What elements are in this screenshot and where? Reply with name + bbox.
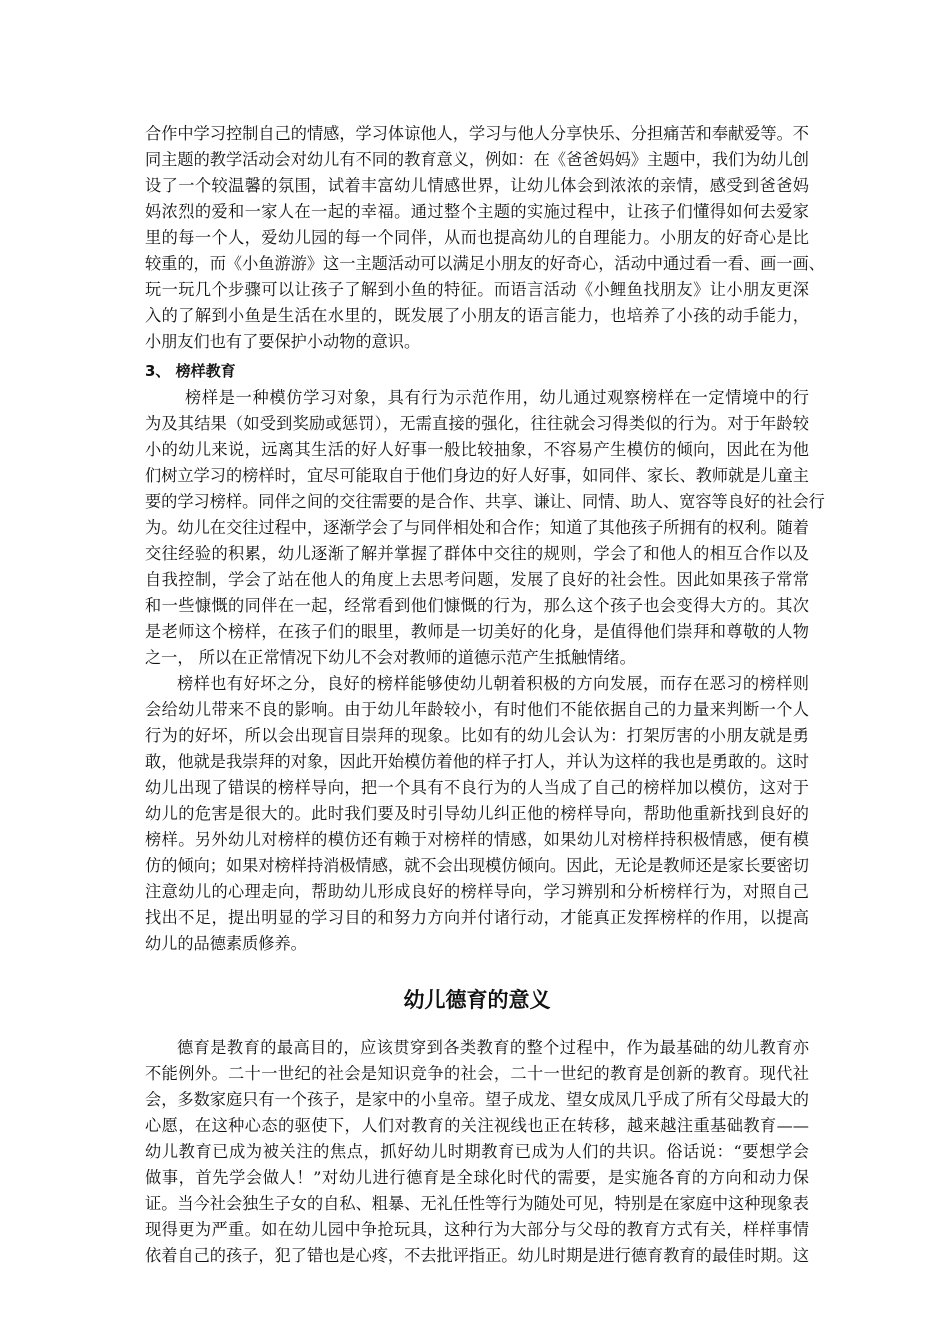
text-line: 玩一玩几个步骤可以让孩子了解到小鱼的特征。而语言活动《小鲤鱼找朋友》让小朋友更深 xyxy=(145,280,809,299)
paragraph-family-theme xyxy=(145,121,825,355)
paragraph-good-bad-models xyxy=(145,671,809,957)
text-line: 敢，他就是我崇拜的对象，因此开始模仿着他的样子打人，并认为这样的我也是勇敢的。这时 xyxy=(145,752,809,771)
text-line: 设了一个较温馨的氛围，试着丰富幼儿情感世界，让幼儿体会到浓浓的亲情，感受到爸爸妈 xyxy=(145,176,809,195)
text-line: 小朋友们也有了要保护小动物的意识。 xyxy=(145,332,421,351)
text-line: 合作中学习控制自己的情感，学习体谅他人，学习与他人分享快乐、分担痛苦和奉献爱等。不 xyxy=(145,124,809,143)
document-page xyxy=(145,121,825,1269)
text-line: 不能例外。二十一世纪的社会是知识竞争的社会，二十一世纪的教育是创新的教育。现代社 xyxy=(145,1064,809,1083)
text-line: 为。幼儿在交往过程中，逐渐学会了与同伴相处和合作；知道了其他孩子所拥有的权利。随着 xyxy=(145,518,809,537)
text-line: 是老师这个榜样，在孩子们的眼里，教师是一切美好的化身，是值得他们崇拜和尊敬的人物 xyxy=(145,622,809,641)
text-line: 注意幼儿的心理走向，帮助幼儿形成良好的榜样导向，学习辨别和分析榜样行为，对照自己 xyxy=(145,882,809,901)
text-line: 同主题的教学活动会对幼儿有不同的教育意义，例如：在《爸爸妈妈》主题中，我们为幼儿创 xyxy=(145,150,809,169)
section-heading-role-model: 3、 榜样教育 xyxy=(145,362,236,380)
text-line: 较重的，而《小鱼游游》这一主题活动可以满足小朋友的好奇心，活动中通过看一看、画一画、 xyxy=(145,254,825,273)
text-line: 幼儿的品德素质修养。 xyxy=(145,934,307,953)
text-line: 榜样。另外幼儿对榜样的模仿还有赖于对榜样的情感，如果幼儿对榜样持积极情感，便有模 xyxy=(145,830,809,849)
text-line: 会给幼儿带来不良的影响。由于幼儿年龄较小，有时他们不能依据自己的力量来判断一个人 xyxy=(145,700,809,719)
paragraph-role-model-intro xyxy=(145,385,825,671)
text-line: 证。当今社会独生子女的自私、粗暴、无礼任性等行为随处可见，特别是在家庭中这种现象表 xyxy=(145,1194,809,1213)
text-line: 幼儿的危害是很大的。此时我们要及时引导幼儿纠正他的榜样导向，帮助他重新找到良好的 xyxy=(145,804,809,823)
text-line: 仿的倾向；如果对榜样持消极情感，就不会出现模仿倾向。因此，无论是教师还是家长要密切 xyxy=(145,856,809,875)
text-line: 做事，首先学会做人！”对幼儿进行德育是全球化时代的需要，是实施各育的方向和动力保 xyxy=(145,1168,809,1187)
text-line: 为及其结果（如受到奖励或惩罚），无需直接的强化，往往就会习得类似的行为。对于年龄较 xyxy=(145,414,809,433)
text-line: 现得更为严重。如在幼儿园中争抢玩具，这种行为大部分与父母的教育方式有关，样样事情 xyxy=(145,1220,809,1239)
text-line: 里的每一个人，爱幼儿园的每一个同伴，从而也提高幼儿的自理能力。小朋友的好奇心是比 xyxy=(145,228,809,247)
text-line: 幼儿出现了错误的榜样导向，把一个具有不良行为的人当成了自己的榜样加以模仿，这对于 xyxy=(145,778,809,797)
text-line: 们树立学习的榜样时，宜尽可能取自于他们身边的好人好事，如同伴、家长、教师就是儿童主 xyxy=(145,466,809,485)
text-line: 德育是教育的最高目的，应该贯穿到各类教育的整个过程中，作为最基础的幼儿教育亦 xyxy=(177,1038,809,1057)
text-line: 和一些慷慨的同伴在一起，经常看到他们慷慨的行为，那么这个孩子也会变得大方的。其次 xyxy=(145,596,809,615)
text-line: 入的了解到小鱼是生活在水里的，既发展了小朋友的语言能力，也培养了小孩的动手能力， xyxy=(145,306,809,325)
text-line: 心愿，在这种心态的驱使下，人们对教育的关注视线也正在转移，越来越注重基础教育—— xyxy=(145,1116,809,1135)
text-line: 行为的好坏，所以会出现盲目崇拜的现象。比如有的幼儿会认为：打架厉害的小朋友就是勇 xyxy=(145,726,809,745)
text-line: 之一， 所以在正常情况下幼儿不会对教师的道德示范产生抵触情绪。 xyxy=(145,648,636,667)
section-title: 幼儿德育的意义 xyxy=(403,988,551,1012)
text-line: 小的幼儿来说，远离其生活的好人好事一般比较抽象，不容易产生模仿的倾向，因此在为他 xyxy=(145,440,809,459)
text-line: 会，多数家庭只有一个孩子，是家中的小皇帝。望子成龙、望女成凤几乎成了所有父母最大的 xyxy=(145,1090,809,1109)
text-line: 妈浓烈的爱和一家人在一起的幸福。通过整个主题的实施过程中，让孩子们懂得如何去爱家 xyxy=(145,202,809,221)
text-line: 榜样也有好坏之分，良好的榜样能够使幼儿朝着积极的方向发展，而存在恶习的榜样则 xyxy=(177,674,809,693)
text-line: 要的学习榜样。同伴之间的交往需要的是合作、共享、谦让、同情、助人、宽容等良好的社会行 xyxy=(145,492,825,511)
text-line: 交往经验的积累，幼儿逐渐了解并掌握了群体中交往的规则，学会了和他人的相互合作以及 xyxy=(145,544,809,563)
paragraph-moral-education-meaning xyxy=(145,1035,809,1269)
text-line: 幼儿教育已成为被关注的焦点，抓好幼儿时期教育已成为人们的共识。俗话说：“要想学会 xyxy=(145,1142,809,1161)
text-line: 自我控制，学会了站在他人的角度上去思考问题，发展了良好的社会性。因此如果孩子常常 xyxy=(145,570,809,589)
text-line: 依着自己的孩子，犯了错也是心疼，不去批评指正。幼儿时期是进行德育教育的最佳时期。这 xyxy=(145,1246,809,1265)
text-line: 找出不足，提出明显的学习目的和努力方向并付诸行动，才能真正发挥榜样的作用，以提高 xyxy=(145,908,809,927)
text-line: 榜样是一种模仿学习对象，具有行为示范作用，幼儿通过观察榜样在一定情境中的行 xyxy=(185,388,809,407)
